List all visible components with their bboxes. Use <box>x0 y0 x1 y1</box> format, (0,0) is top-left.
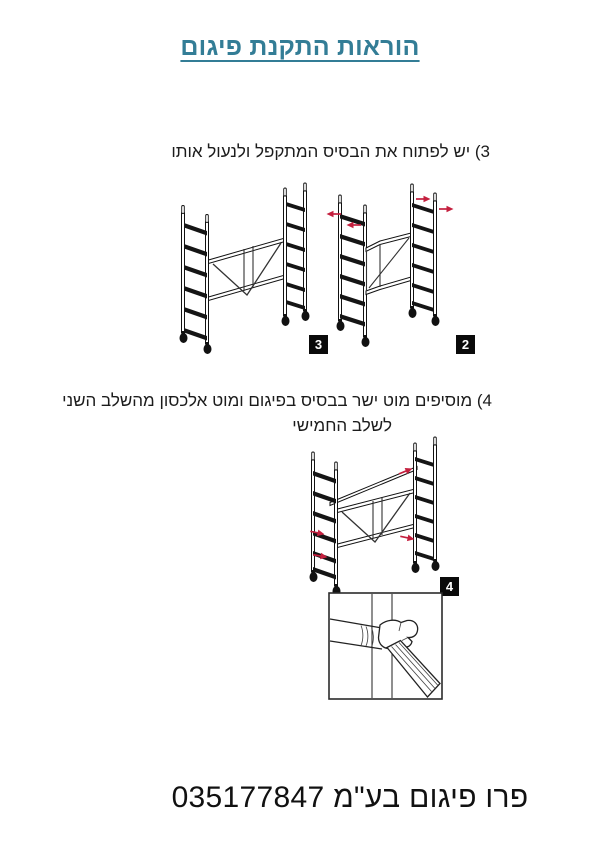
red-arrow-icon <box>416 196 431 203</box>
scaffold-braced-illustration <box>278 435 473 593</box>
figure-label-2: 2 <box>456 335 475 354</box>
platform-rails <box>209 238 286 301</box>
caster-wheel <box>432 314 440 326</box>
left-ladder-frame <box>310 452 341 593</box>
red-arrow-icon <box>439 206 454 213</box>
right-ladder-frame <box>409 184 440 326</box>
figure-label-4: 4 <box>440 577 459 596</box>
clamp-detail-illustration <box>328 592 443 700</box>
page-title-text: הוראות התקנת פיגום <box>180 33 420 61</box>
red-arrow-icon <box>400 533 416 542</box>
step-4-line2: לשלב החמישי <box>292 416 392 435</box>
right-ladder-frame <box>412 437 440 573</box>
step-4-text <box>62 388 492 438</box>
caster-wheel <box>409 306 417 318</box>
footer-company-text: פרו פיגום בע"מ 035177847 <box>171 781 529 814</box>
caster-wheel <box>204 342 212 354</box>
scaffold-open-illustration <box>150 182 330 363</box>
page-title <box>0 33 600 62</box>
caster-wheel <box>362 335 370 347</box>
caster-wheel <box>412 561 420 573</box>
caster-wheel <box>432 559 440 571</box>
caster-wheel <box>302 309 310 321</box>
folded-platform <box>366 233 411 295</box>
right-ladder-frame <box>282 183 310 326</box>
step-3-text: 3) יש לפתוח את הבסיס המתקפל ולנעול אותו <box>171 142 490 161</box>
figure-label-3: 3 <box>309 335 328 354</box>
left-ladder-frame <box>337 195 370 347</box>
caster-wheel <box>337 319 345 331</box>
step-4-line1: 4) מוסיפים מוט ישר בבסיס בפיגום ומוט אלכסון מהשלב השני <box>62 391 492 410</box>
left-ladder-frame <box>180 206 212 355</box>
caster-wheel <box>282 314 290 326</box>
